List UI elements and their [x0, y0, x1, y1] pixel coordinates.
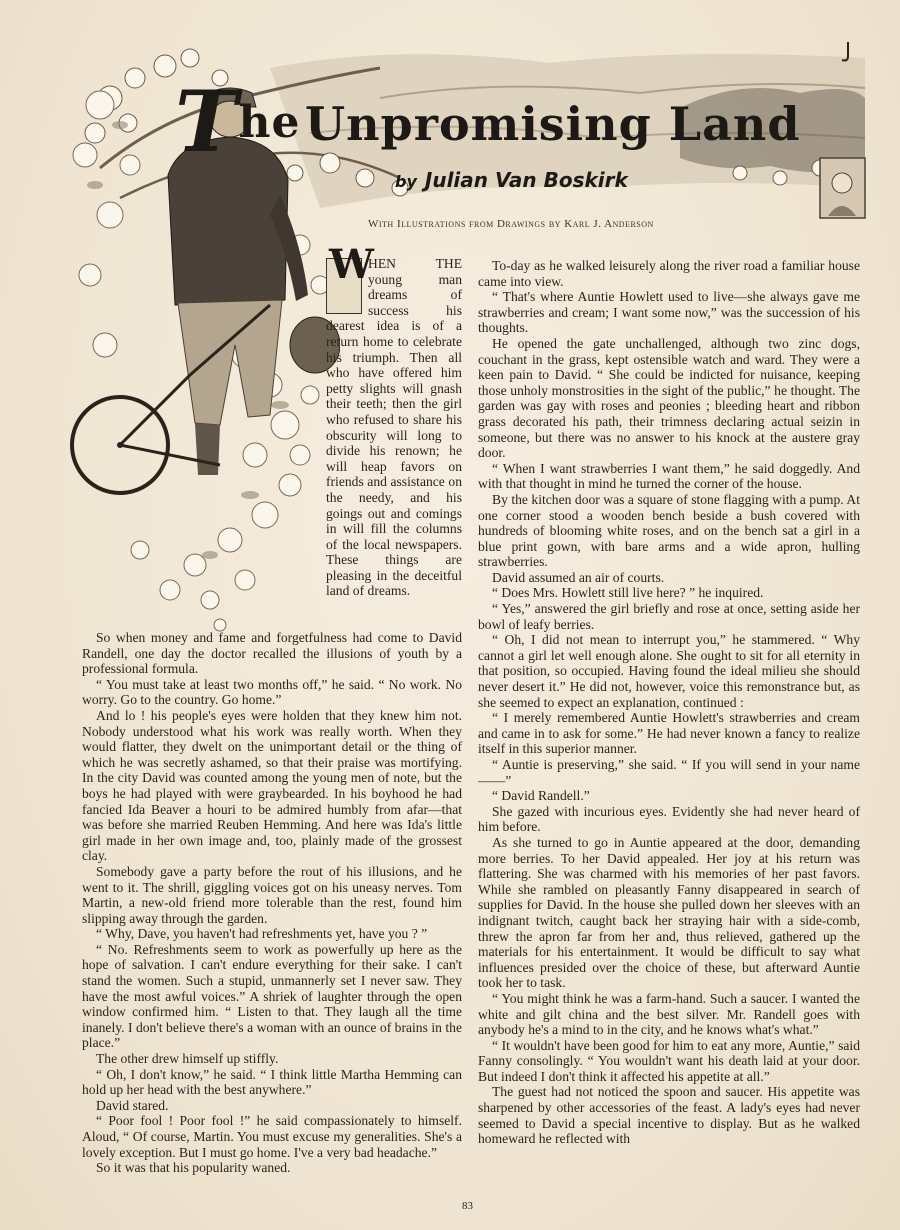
column-right — [478, 258, 860, 1147]
title-initial-capital: T — [175, 72, 239, 171]
column-left-bottom — [82, 630, 462, 1176]
byline-prefix: by — [395, 172, 417, 191]
paragraph: “ David Randell.” — [492, 788, 590, 804]
paragraph: As she turned to go in Auntie appeared at the door, demanding more berries. To her David appealed. Her joy at his return was flattering. She was charmed with his memories of her past favors. While she rambled on pleasantly Fanny disappeared in search of supplies for David. In the house she pulled down her sleeves with an indignant twitch, caught back her straying hair with a side-comb, threw the apron far from her and, thus relieved, gathered up the materials for his entertainment. It would be difficult to say what influences presided over the choice of these, but afterward Auntie took her to task. — [478, 834, 860, 991]
paragraph: “ Auntie is preserving,” she said. “ If you will send in your name——” — [478, 757, 860, 788]
paragraph: “ Does Mrs. Howlett still live here? ” he inquired. — [492, 585, 764, 601]
drop-cap-letter: W — [329, 241, 374, 288]
column-left-top — [326, 241, 462, 599]
paragraph: David assumed an air of courts. — [492, 569, 665, 585]
paragraph: By the kitchen door was a square of stone flagging with a pump. At one corner stood a wooden bench beside a bush covered with hundreds of blooming white roses, and on the bench sat a girl in a blue print gown, with bare arms and a wide apron, hulling strawberries. — [478, 491, 860, 570]
cyclist-trousers — [178, 300, 282, 425]
drop-cap-box — [326, 241, 374, 314]
opening-paragraph: HEN THE young man dreams of success his dearest idea is of a return home to celebrate his triumph. Then all who have offered him petty slights will gnash their teeth; then the girl who refused to share his obscurity will long to divide his renown; he will heap favors on friends and assistance on the needy, and his goings out and comings in will fill the columns of the local newspapers. These things are pleasing in the deceitful land of dreams. — [326, 256, 462, 599]
paragraph: “ I merely remembered Auntie Howlett's strawberries and cream and came in to ask for some.” He had never known a fancy to realize itself in this superior manner. — [478, 710, 860, 757]
paragraph: “ When I want strawberries I want them,” he said doggedly. And with that thought in mind he turned the corner of the house. — [478, 460, 860, 492]
article-title-line-2: Unpromising Land — [305, 97, 801, 151]
paragraph: “ That's where Auntie Howlett used to live—she always gave me strawberries and cream; I want some now,” was the succession of his thoughts. — [478, 289, 860, 336]
byline — [395, 168, 628, 192]
paragraph: “ You might think he was a farm-hand. Such a saucer. I wanted the white and gilt china and the best silver. Mr. Randell goes with anybody he's a mind to in the city, and he knows what's what.” — [478, 990, 860, 1038]
paragraph: And lo ! his people's eyes were holden that they knew him not. Nobody understood what his work was really worth. When they would flatter, they dwelt on the unimportant detail or the thing of which he was secretly ashamed, so that their praise was mortifying. In the city David was counted among the young men of note, but the boys he had played with were graybearded. In his boyhood he had fancied Ida Beaver a houri to be admired humbly from afar—that was before she married Reuben Hemming. And here was Ida's little girl made in her own image and, too, plainly made of the grossest clay. — [82, 707, 462, 864]
paragraph: To-day as he walked leisurely along the river road a familiar house came into view. — [478, 258, 860, 289]
paragraph: “ Yes,” answered the girl briefly and rose at once, setting aside her bowl of leafy berries. — [478, 601, 860, 632]
paragraph: “ No. Refreshments seem to work as powerfully up here as the hope of salvation. I can't endure everything for their sake. I can't stand the women. Such a stupid, unmannerly set I never saw. They have the most awful voices.” A shriek of laughter through the open window confirmed him. “ Listen to that. They laugh all the time inanely. I don't believe there's a woman with an ounce of brains in the place.” — [82, 941, 462, 1051]
page-number: 83 — [462, 1200, 473, 1212]
paragraph: So it was that his popularity waned. — [96, 1160, 291, 1176]
paragraph: “ Why, Dave, you haven't had refreshments yet, have you ? ” — [96, 926, 428, 942]
paragraph: So when money and fame and forgetfulness had come to David Randell, one day the doctor recalled the illusions of youth by a professional formula. — [82, 630, 462, 677]
paragraph: She gazed with incurious eyes. Evidently she had never heard of him before. — [478, 803, 860, 835]
paragraph: He opened the gate unchallenged, although two zinc dogs, couchant in the grass, kept ostensible watch and ward. They were a keen pain to David. “ She could be indicted for nuisance, keeping those unholy monstrosities in the sight of the public,” he thought. The garden was gay with roses and peonies ; bleeding heart and ribbon grass decorated his path, their trimness declaring actual seizin in someone, but there was no answer to his knock at the austere gray door. — [478, 335, 860, 461]
paragraph: “ Oh, I did not mean to interrupt you,” he stammered. “ Why cannot a girl let well enough alone. She ought to sit for all eternity in that position, so occupied. Having found the ideal milieu she should never desert it.” He did not, however, voice this remonstrance but, as she seemed to expect an explanation, continued : — [478, 632, 860, 710]
paragraph: David stared. — [96, 1097, 169, 1113]
article-title-line-1 — [175, 58, 301, 171]
author-name: Julian Van Boskirk — [424, 168, 628, 192]
paragraph: “ It wouldn't have been good for him to eat any more, Auntie,” said Fanny consolingly. “ You wouldn't want his death laid at your door. But indeed I don't think it affected his appetite at all.” — [478, 1037, 860, 1084]
title-line-1-text: he — [238, 97, 301, 148]
illustration-credit: With Illustrations from Drawings by Karl J. Anderson — [368, 218, 654, 230]
paragraph: “ Poor fool ! Poor fool !” he said compassionately to himself. Aloud, “ Of course, Martin. You must excuse my generalities. She's a lovely exception. But I must go home. I've a very bad headache.” — [82, 1113, 462, 1160]
paragraph: Somebody gave a party before the rout of his illusions, and he went to it. The shrill, giggling voices got on his uneasy nerves. Tom Martin, a new-old friend more tolerable than the rest, found him slipping away through the garden. — [82, 863, 462, 926]
paragraph: “ You must take at least two months off,” he said. “ No work. No worry. Go to the country. Go home.” — [82, 676, 462, 708]
paragraph: The other drew himself up stiffly. — [96, 1051, 279, 1067]
paragraph: The guest had not noticed the spoon and saucer. His appetite was sharpened by other accessories of the feast. A lady's eyes had never seemed to David a special incentive to display. But as he walked homeward he reflected with — [478, 1084, 860, 1147]
paragraph: “ Oh, I don't know,” he said. “ I think little Martha Hemming can hold up her head with the best anywhere.” — [82, 1066, 462, 1098]
